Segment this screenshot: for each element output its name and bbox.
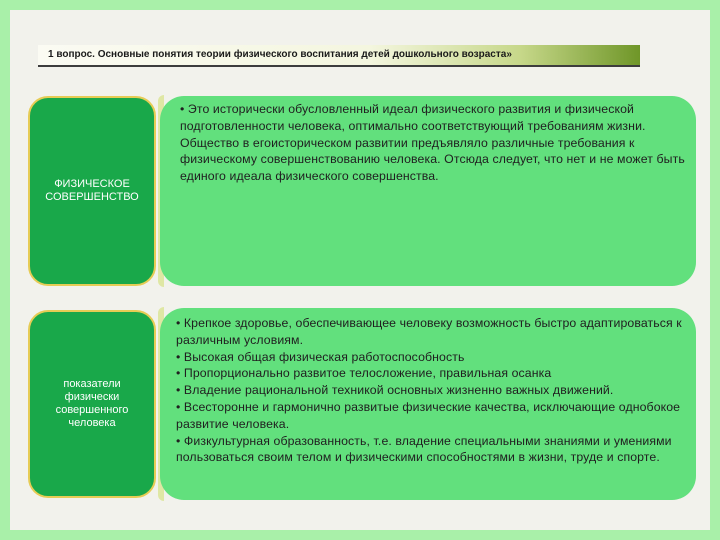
title-bar	[38, 45, 640, 67]
label-physical-perfection	[28, 96, 156, 286]
list-item: • Крепкое здоровье, обеспечивающее человеку возможность быстро адаптироваться к различным условиям.	[176, 316, 682, 347]
list-item: • Физкультурная образованность, т.е. владение специальными знаниями и умениями пользоваться своим телом и физическими способностями в жизни, труде и спорте.	[176, 433, 672, 465]
slide-title: 1 вопрос. Основные понятия теории физического воспитания детей дошкольного возраста»	[48, 49, 512, 60]
definition-text: • Это исторически обусловленный идеал физического развития и физической подготовленности человека, оптимально соответствующий требованиям жизни. Общество в егоисторическом развитии предъявляло различные требования к физическому совершенствованию человека. Отсюда следует, что нет и не может быть единого идеала физического совершенства.	[180, 102, 685, 184]
list-item: • Высокая общая физическая работоспособность	[176, 349, 465, 364]
label-indicators	[28, 310, 156, 498]
label-text: ФИЗИЧЕСКОЕ СОВЕРШЕНСТВО	[45, 178, 139, 203]
label-text: показатели физически совершенного человека	[55, 378, 129, 429]
indicators-box	[160, 308, 696, 500]
list-item: • Пропорционально развитое телосложение, правильная осанка	[176, 366, 552, 381]
list-item: • Владение рациональной техникой основных жизненно важных движений.	[176, 383, 614, 398]
list-item: • Всесторонне и гармонично развитые физические качества, исключающие однобокое развитие человека.	[176, 399, 681, 431]
definition-box	[160, 96, 696, 286]
